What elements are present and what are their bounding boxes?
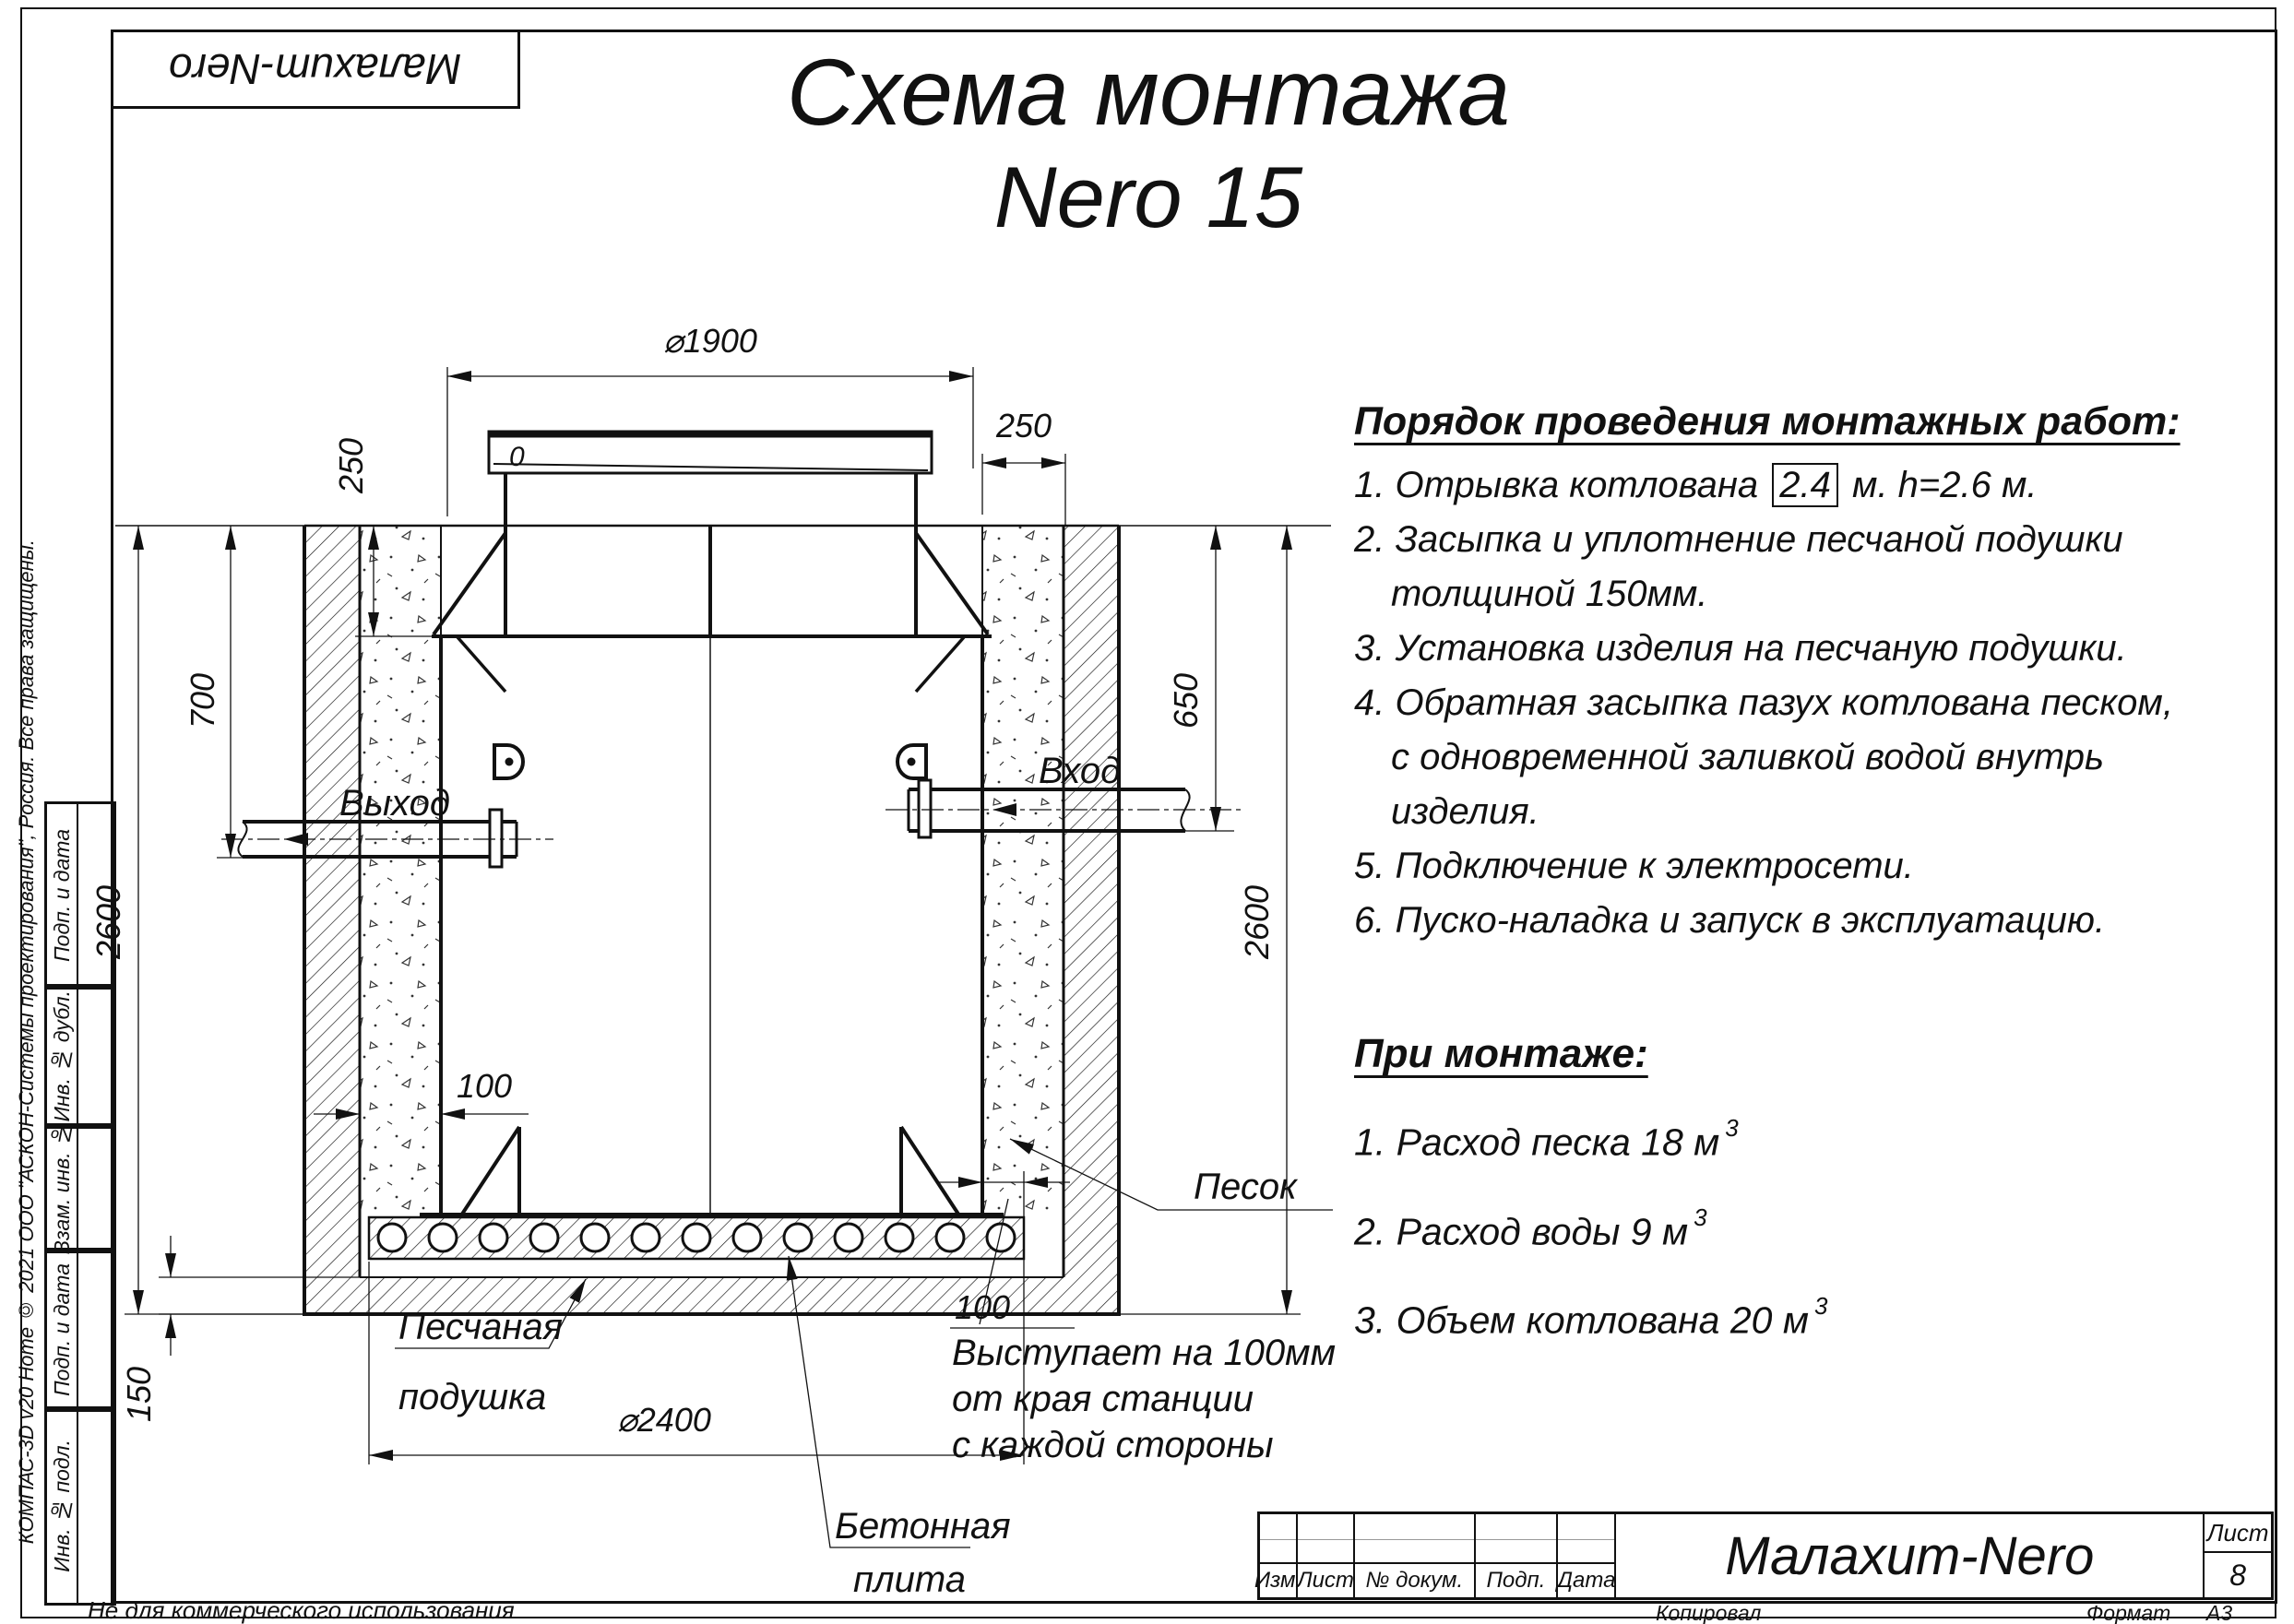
title-line2: Nero 15 xyxy=(993,148,1303,245)
sidebar-field-box xyxy=(44,1248,116,1412)
dim-150: 150 xyxy=(120,1366,158,1423)
title-line1: Схема монтажа xyxy=(786,40,1511,145)
titleblock-sheet xyxy=(2205,1514,2271,1597)
lid-mark: 0 xyxy=(509,442,525,472)
col-label: Изм. xyxy=(1254,1568,1302,1593)
dim-d2400: ⌀2400 xyxy=(617,1401,711,1439)
sheet-number: 8 xyxy=(2229,1558,2247,1592)
instruction-item-cont: изделия. xyxy=(1391,791,1539,832)
montage-item-sup: 3 xyxy=(1725,1114,1739,1142)
titleblock-brand xyxy=(1616,1514,2205,1597)
montage-item-text: 1. Расход песка 18 м xyxy=(1354,1120,1720,1164)
brand-text: Малахит-Nero xyxy=(1725,1525,2095,1586)
logo-box xyxy=(111,30,520,109)
sheet-label: Лист xyxy=(2205,1514,2271,1553)
instruction-item-cont: с одновременной заливкой водой внутрь xyxy=(1391,737,2105,777)
instruction-item: 4. Обратная засыпка пазух котлована песком, xyxy=(1354,682,2173,723)
dim-d1900: ⌀1900 xyxy=(663,322,757,360)
outlet-label: Выход xyxy=(339,783,451,824)
dim-100-left: 100 xyxy=(456,1067,513,1105)
item1-post: м. h=2.6 м. xyxy=(1852,465,2038,505)
dim-2600-right: 2600 xyxy=(1238,884,1276,960)
sidebar-field-box xyxy=(44,1123,116,1253)
protrude-label-2: от края станции xyxy=(952,1379,1254,1419)
inlet-label: Вход xyxy=(1039,751,1122,791)
col-label: Лист xyxy=(1297,1568,1354,1593)
protrude-label-1: Выступает на 100мм xyxy=(952,1333,1336,1373)
dim-250-left: 250 xyxy=(332,437,370,494)
titleblock-col-doc xyxy=(1355,1514,1476,1597)
sidebar-field-box xyxy=(44,1406,116,1606)
titleblock-col-sign xyxy=(1476,1514,1559,1597)
not-for-commercial-watermark: Не для коммерческого использования xyxy=(88,1596,515,1624)
page-title xyxy=(646,37,1651,247)
sidebar-field-label: Инв. № подл. xyxy=(49,1440,74,1572)
item1-pre: 1. Отрывка котлована xyxy=(1354,465,1759,505)
sidebar-field-box xyxy=(44,801,116,990)
instruction-item: 5. Подключение к электросети. xyxy=(1354,846,1914,886)
instruction-item-cont: толщиной 150мм. xyxy=(1391,574,1708,614)
montage-item xyxy=(1354,1203,2184,1254)
title-block xyxy=(1254,1511,2274,1600)
dim-100-right: 100 xyxy=(955,1288,1011,1326)
sidebar-field-label: Подп. и дата xyxy=(49,1263,74,1396)
copyright-text: КОМПАС-3D v20 Home © 2021 ООО "АСКОН-Системы проектирования", Россия. Все права защищены. xyxy=(15,539,38,1545)
plate-label-1: Бетонная xyxy=(835,1506,1011,1547)
cushion-label-2: подушка xyxy=(398,1377,547,1417)
montage-item-sup: 3 xyxy=(1813,1292,1828,1321)
dim-650: 650 xyxy=(1167,672,1205,729)
dim-2600-left: 2600 xyxy=(89,884,127,960)
montage-item-text: 2. Расход воды 9 м xyxy=(1354,1210,1689,1253)
montage-block xyxy=(1354,1031,2184,1387)
sidebar-field-label: Инв. № дубл. xyxy=(49,990,74,1122)
col-label: Подп. xyxy=(1486,1568,1546,1593)
instructions-block xyxy=(1354,395,2249,948)
titleblock-col-izm xyxy=(1254,1514,1302,1597)
logo-text: Малахит-Nero xyxy=(169,45,462,93)
protrude-label-3: с каждой стороны xyxy=(952,1425,1274,1465)
montage-item xyxy=(1354,1114,2184,1165)
titleblock-col-date xyxy=(1558,1514,1616,1597)
titleblock-col-list xyxy=(1298,1514,1355,1597)
sidebar-field-label: Взам. инв. № xyxy=(49,1121,74,1255)
sand-label: Песок xyxy=(1194,1167,1297,1207)
montage-heading: При монтаже: xyxy=(1354,1031,1648,1076)
dim-700: 700 xyxy=(184,672,221,729)
copied-label: Копировал xyxy=(1656,1601,1762,1624)
format-label: Формат xyxy=(2086,1601,2171,1624)
dim-250-right: 250 xyxy=(995,407,1052,445)
instruction-item xyxy=(1354,458,2249,513)
cushion-label-1: Песчаная xyxy=(398,1307,564,1347)
instruction-item: 2. Засыпка и уплотнение песчаной подушки xyxy=(1354,519,2123,560)
item1-boxed-value: 2.4 xyxy=(1772,463,1838,507)
montage-item-text: 3. Объем котлована 20 м xyxy=(1354,1298,1809,1342)
col-label: № докум. xyxy=(1365,1568,1464,1593)
instructions-heading: Порядок проведения монтажных работ: xyxy=(1354,399,2181,444)
copyright-watermark xyxy=(11,507,42,1577)
sidebar-field-box xyxy=(44,984,116,1129)
col-label: Дата xyxy=(1557,1568,1616,1593)
instruction-item: 3. Установка изделия на песчаную подушки. xyxy=(1354,628,2127,669)
montage-item-sup: 3 xyxy=(1694,1203,1707,1231)
montage-item xyxy=(1354,1292,2184,1343)
plate-label-2: плита xyxy=(853,1559,966,1600)
instruction-item: 6. Пуско-наладка и запуск в эксплуатацию. xyxy=(1354,900,2106,941)
sidebar-field-label: Подп. и дата xyxy=(49,829,74,962)
format-value: А3 xyxy=(2206,1601,2233,1624)
